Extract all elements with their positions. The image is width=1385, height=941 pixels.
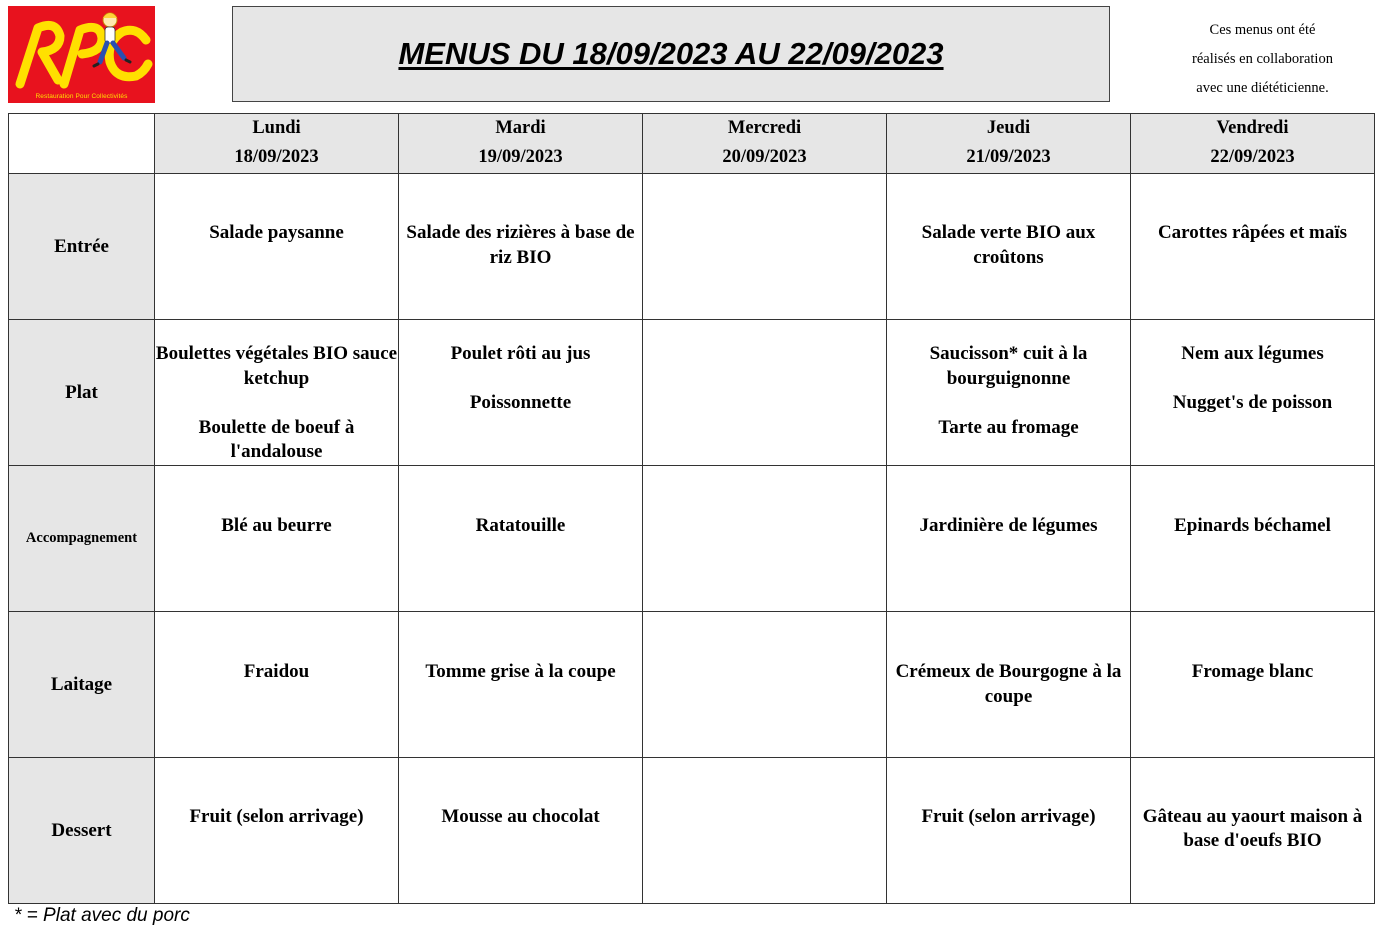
menu-cell — [1131, 174, 1375, 320]
dish-text: Salade paysanne — [209, 222, 344, 243]
pork-footnote: * = Plat avec du porc — [14, 905, 190, 926]
note-line: Ces menus ont été — [1209, 22, 1316, 38]
dish-text: Gâteau au yaourt maison à base d'oeufs BIO — [1142, 806, 1363, 851]
menu-cell — [399, 612, 643, 758]
dietitian-note — [1140, 16, 1385, 103]
menu-cell — [1131, 320, 1375, 466]
dish-text: Salade verte BIO aux croûtons — [921, 222, 1096, 268]
row-laitage — [9, 612, 1375, 758]
dish-text: Jardinière de légumes — [919, 515, 1098, 536]
row-dessert — [9, 758, 1375, 904]
logo-graphic — [8, 6, 155, 103]
dish-text: Epinards béchamel — [1174, 515, 1331, 536]
row-label-accompagnement: Accompagnement — [9, 466, 155, 612]
dish-text: Fromage blanc — [1191, 661, 1314, 682]
dish-text: Salade des rizières à base de riz BIO — [406, 222, 635, 268]
dish-text: Fruit (selon arrivage) — [189, 806, 364, 827]
menu-cell — [1131, 466, 1375, 612]
dish-text: Crémeux de Bourgogne à la coupe — [895, 661, 1122, 707]
row-label-dessert: Dessert — [9, 758, 155, 904]
menu-cell — [155, 466, 399, 612]
dish-text: Boulettes végétales BIO sauce ketchup Boulette de boeuf à l'andalouse — [155, 343, 398, 462]
row-label-plat: Plat — [9, 320, 155, 466]
menu-cell — [643, 320, 887, 466]
company-logo — [8, 6, 155, 103]
page-title: MENUS DU 18/09/2023 AU 22/09/2023 — [398, 36, 944, 71]
day-name: Mercredi — [727, 118, 802, 138]
logo-tagline: Restauration Pour Collectivités — [35, 93, 128, 100]
dish-text — [643, 612, 886, 659]
row-label-entree: Entrée — [9, 174, 155, 320]
dish-text: Saucisson* cuit à la bourguignonne Tarte au fromage — [929, 343, 1088, 438]
dish-text: Fraidou — [243, 661, 310, 682]
day-date: 22/09/2023 — [1210, 147, 1295, 167]
dish-text: Fruit (selon arrivage) — [921, 806, 1096, 827]
day-name: Vendredi — [1216, 118, 1289, 138]
menu-cell — [1131, 612, 1375, 758]
menu-cell — [399, 174, 643, 320]
menu-cell — [1131, 758, 1375, 904]
dish-text: Carottes râpées et maïs — [1157, 222, 1348, 243]
menu-cell — [643, 174, 887, 320]
dish-text: Nem aux légumes Nugget's de poisson — [1172, 343, 1333, 413]
day-date: 18/09/2023 — [234, 147, 319, 167]
row-label-laitage: Laitage — [9, 612, 155, 758]
dish-text: Tomme grise à la coupe — [425, 661, 616, 682]
row-entree — [9, 174, 1375, 320]
menu-cell — [643, 466, 887, 612]
menu-cell — [399, 466, 643, 612]
corner-cell — [9, 114, 155, 174]
menu-table — [8, 113, 1375, 904]
dish-text: Blé au beurre — [221, 515, 332, 536]
menu-cell — [399, 320, 643, 466]
menu-cell — [887, 174, 1131, 320]
note-line: avec une diététicienne. — [1196, 80, 1329, 96]
day-name: Lundi — [252, 118, 301, 138]
day-header-tuesday — [399, 114, 643, 174]
day-header-wednesday — [643, 114, 887, 174]
day-header-friday — [1131, 114, 1375, 174]
menu-cell — [643, 758, 887, 904]
menu-cell — [155, 758, 399, 904]
row-accompagnement — [9, 466, 1375, 612]
day-header-thursday — [887, 114, 1131, 174]
dish-text: Mousse au chocolat — [441, 806, 600, 827]
row-plat — [9, 320, 1375, 466]
menu-cell — [155, 320, 399, 466]
title-box — [232, 6, 1110, 102]
day-date: 21/09/2023 — [966, 147, 1051, 167]
day-header-monday — [155, 114, 399, 174]
dish-text — [643, 174, 886, 220]
dish-text — [643, 320, 886, 342]
menu-cell — [887, 612, 1131, 758]
header-row — [9, 114, 1375, 174]
dish-text — [643, 758, 886, 805]
menu-cell — [887, 758, 1131, 904]
menu-cell — [399, 758, 643, 904]
day-date: 19/09/2023 — [478, 147, 563, 167]
note-line: réalisés en collaboration — [1192, 51, 1333, 67]
day-date: 20/09/2023 — [722, 147, 807, 167]
menu-cell — [643, 612, 887, 758]
dish-text: Poulet rôti au jus Poissonnette — [450, 343, 591, 413]
menu-cell — [887, 320, 1131, 466]
dish-text: Ratatouille — [475, 515, 566, 536]
day-name: Mardi — [495, 118, 546, 138]
dish-text — [643, 466, 886, 513]
menu-cell — [155, 612, 399, 758]
day-name: Jeudi — [986, 118, 1031, 138]
menu-cell — [155, 174, 399, 320]
menu-cell — [887, 466, 1131, 612]
